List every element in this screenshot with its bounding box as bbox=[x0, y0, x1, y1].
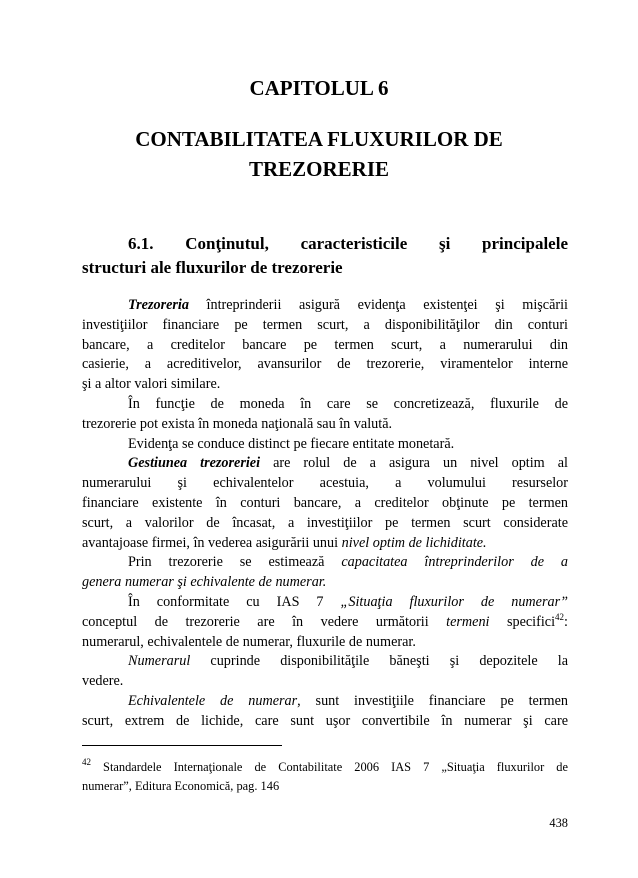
defined-term: Trezoreria bbox=[128, 297, 189, 313]
emphasis: termeni bbox=[446, 613, 490, 630]
defined-term: Numerarul bbox=[128, 653, 191, 670]
footnote-divider bbox=[82, 745, 282, 746]
paragraph-line: Echivalentele de numerar, sunt investiţiile financiare pe termen bbox=[128, 692, 568, 709]
paragraph-line: investiţiilor financiare pe termen scurt, a disponibilităţilor din conturi bbox=[82, 316, 568, 333]
paragraph-line: conceptul de trezorerie are în vedere următorii termeni specifici$^{42}$: bbox=[82, 611, 568, 630]
paragraph-line: financiare existente în conturi bancare, a creditelor obţinute pe termen bbox=[82, 494, 568, 511]
defined-term: Gestiunea trezoreriei bbox=[128, 455, 261, 472]
paragraph-line: casierie, a acreditivelor, avansurilor de trezorerie, viramentelor interne bbox=[82, 356, 568, 373]
chapter-title-line: TREZORERIE bbox=[248, 157, 390, 181]
emphasis: genera numerar şi echivalente de numerar. bbox=[82, 574, 327, 591]
emphasis: capacitatea întreprinderilor de a bbox=[341, 554, 569, 571]
paragraph-line: numerarului şi echivalentelor acestuia, a volumului resurselor bbox=[82, 475, 568, 492]
footnote-reference: 42 bbox=[555, 611, 565, 622]
paragraph-line: scurt, extrem de lichide, care sunt uşor convertibile în numerar şi care bbox=[82, 712, 568, 729]
footnote-marker: 42 bbox=[82, 757, 91, 767]
paragraph-line: scurt, a valorilor de încasat, a investiţiilor pe termen scurt considerate bbox=[82, 514, 568, 531]
section-heading-line: structuri ale fluxurilor de trezorerie bbox=[82, 258, 343, 277]
paragraph-line: Prin trezorerie se estimează capacitatea întreprinderilor de a bbox=[128, 554, 569, 571]
section-heading-line: 6.1. Conţinutul, caracteristicile şi principalele bbox=[128, 234, 568, 253]
body-text bbox=[82, 296, 568, 732]
paragraph-line bbox=[82, 573, 568, 593]
paragraph-line: Trezoreria întreprinderii asigură evidenţa existenţei şi mişcării bbox=[128, 297, 568, 313]
paragraph-line: Numerarul cuprinde disponibilităţile băneşti şi depozitele la bbox=[128, 653, 568, 670]
paragraph-line: vedere. bbox=[82, 673, 124, 690]
paragraph-line: şi a altor valori similare. bbox=[82, 376, 221, 393]
paragraph-line: numerarul, echivalentele de numerar, fluxurile de numerar. bbox=[82, 633, 416, 650]
emphasis: nivel optim de lichiditate. bbox=[341, 534, 487, 551]
page-number: 438 bbox=[549, 816, 568, 830]
chapter-title-line: CONTABILITATEA FLUXURILOR DE bbox=[135, 127, 503, 151]
footnote-line: numerar”, Editura Economică, pag. 146 bbox=[82, 779, 280, 793]
paragraph-line: Gestiunea trezoreriei are rolul de a asigura un nivel optim al bbox=[128, 455, 568, 472]
section-heading bbox=[82, 232, 568, 280]
paragraph-line: În conformitate cu IAS 7 „Situaţia fluxurilor de numerar” bbox=[128, 593, 568, 610]
paragraph-line: Evidenţa se conduce distinct pe fiecare entitate monetară. bbox=[128, 435, 455, 452]
chapter-title bbox=[40, 124, 598, 184]
chapter-heading: CAPITOLUL 6 bbox=[249, 76, 389, 100]
paragraph-line: trezorerie pot exista în moneda naţională sau în valută. bbox=[82, 415, 393, 432]
paragraph-line: În funcţie de moneda în care se concretizează, fluxurile de bbox=[128, 395, 568, 412]
footnote-line: $^{42}$ Standardele Internaţionale de Contabilitate 2006 IAS 7 „Situaţia fluxurilor de bbox=[82, 757, 568, 774]
paragraph-line: avantajoase firmei, în vederea asigurării unui nivel optim de lichiditate. bbox=[82, 534, 487, 551]
footnote bbox=[82, 758, 568, 796]
defined-term: Echivalentele de numerar bbox=[128, 692, 298, 709]
emphasis: „Situaţia fluxurilor de numerar” bbox=[340, 593, 568, 610]
paragraph-line: bancare, a creditelor bancare pe termen scurt, a numerarului din bbox=[82, 336, 568, 353]
